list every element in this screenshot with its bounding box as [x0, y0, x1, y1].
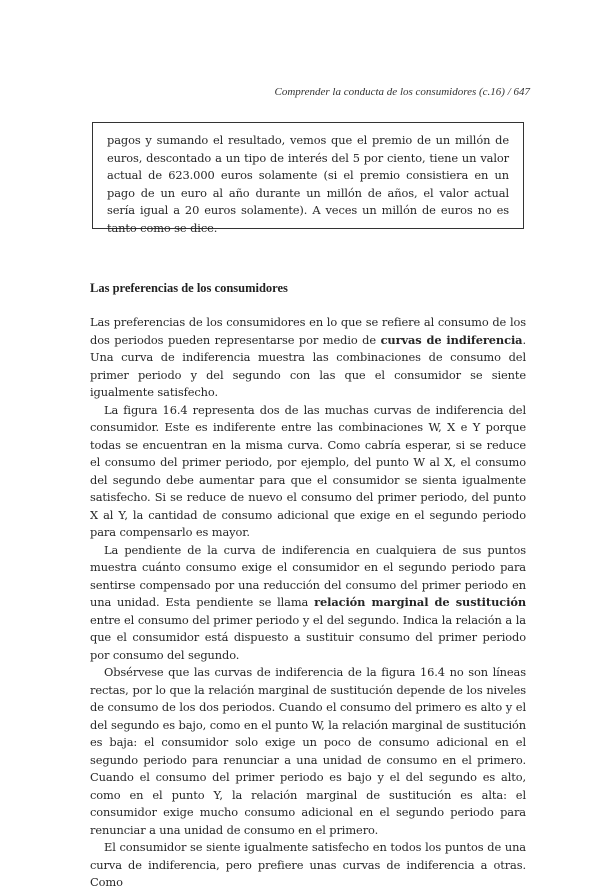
boxed-note [92, 122, 524, 235]
running-title: Comprender la conducta de los consumidores (c.16) [274, 86, 505, 98]
paragraph-2: La figura 16.4 representa dos de las muchas curvas de indiferencia del consumidor. Este es indiferente entre las combinaciones W, X e Y porque todas se encuentran en la misma curva. Como cabría esperar, si se reduce el consumo del primer periodo, por ejemplo, del punto W al X, el consumo del segundo debe aumentar para que el consumidor se sienta igualmente satisfecho. Si se reduce de nuevo el consumo del primer periodo, del punto X al Y, la cantidad de consumo adicional que exige en el segundo periodo para compensarlo es mayor. [90, 402, 526, 539]
body-text [90, 314, 526, 892]
section-heading: Las preferencias de los consumidores [90, 281, 288, 295]
key-term-mrs: relación marginal de sustitución [314, 595, 526, 609]
paragraph-3-text-b: entre el consumo del primer periodo y el del segundo. Indica la relación a la que el consumidor está dispuesto a sustituir consumo del primer periodo por consumo del segundo. [90, 612, 526, 662]
paragraph-3-text-a: La pendiente de la curva de indiferencia en cualquiera de sus puntos muestra cuánto consumo exige el consumidor en el segundo periodo para sentirse compensado por una reducción del consumo del primer periodo en una unidad. Esta pendiente se llama [90, 542, 526, 609]
header-separator: / [507, 86, 511, 98]
boxed-note-text: pagos y sumando el resultado, vemos que el premio de un millón de euros, descontado a un tipo de interés del 5 por ciento, tiene un valor actual de 623.000 euros solamente (si el premio consistiera en un pago de un euro al año durante un millón de años, el valor actual sería igual a 20 euros solamente). A veces un millón de euros no es tanto como se dice. [107, 133, 509, 235]
page-number: 647 [513, 86, 530, 98]
paragraph-4: Obsérvese que las curvas de indiferencia de la figura 16.4 no son líneas rectas, por lo que la relación marginal de sustitución depende de los niveles de consumo de los dos periodos. Cuando el consumo del primero es alto y el del segundo es bajo, como en el punto W, la relación marginal de sustitución es baja: el consumidor solo exige un poco de consumo adicional en el segundo periodo para renunciar a una unidad de consumo en el primero. Cuando el consumo del primer periodo es bajo y el del segundo es alto, como en el punto Y, la relación marginal de sustitución es alta: el consumidor exige mucho consumo adicional en el segundo periodo para renunciar a una unidad de consumo en el primero. [90, 665, 526, 837]
paragraph-1-text-a: Las preferencias de los consumidores en lo que se refiere al consumo de los dos periodos pueden representarse por medio de [90, 315, 526, 347]
paragraph-3 [90, 542, 526, 665]
paragraph-1-text-b: . Una curva de indiferencia muestra las combinaciones de consumo del primer periodo y del segundo con las que el consumidor se siente igualmente satisfecho. [90, 332, 526, 399]
running-header [274, 86, 530, 98]
paragraph-5: El consumidor se siente igualmente satisfecho en todos los puntos de una curva de indiferencia, pero prefiere unas curvas de indiferencia a otras. Como [90, 840, 526, 889]
paragraph-1 [90, 314, 526, 402]
key-term-indifference-curves: curvas de indiferencia [380, 332, 523, 347]
